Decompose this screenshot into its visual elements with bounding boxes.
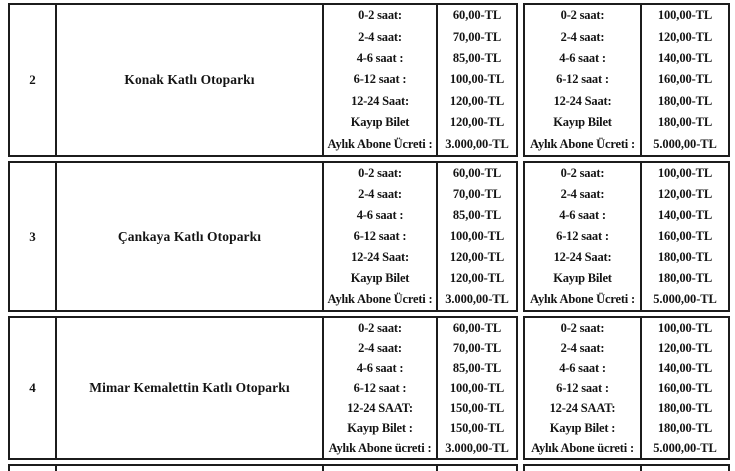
tariff-price: 180,00-TL: [640, 91, 728, 112]
tariff-price: 100,00-TL: [640, 163, 728, 184]
tariff-label: 12-24 Saat:: [553, 93, 612, 108]
otopark-name: Mimar Kemalettin Katlı Otoparkı: [89, 380, 290, 395]
otopark-name: Konak Katlı Otoparkı: [124, 72, 255, 87]
tariff-price: 160,00-TL: [640, 378, 728, 398]
tariff-label: 2-4 saat:: [358, 29, 402, 44]
tariff-price: 140,00-TL: [640, 205, 728, 226]
tariff-label: 0-2 saat:: [358, 166, 402, 180]
tariff-row: [324, 163, 516, 184]
tariff-row: [525, 418, 728, 438]
row-number-cell: [8, 3, 55, 157]
tariff-row: [324, 205, 516, 226]
tariff-row: [324, 338, 516, 358]
tariff-label: Aylık Abone Ücreti :: [327, 292, 433, 306]
tariff-row: [525, 134, 728, 155]
tariff-price: 100,00-TL: [436, 69, 516, 90]
tariff-label: 6-12 saat :: [353, 72, 407, 87]
tariff-row: [324, 418, 516, 438]
tariff-label: 0-2 saat:: [358, 8, 402, 23]
tariff-row: [324, 226, 516, 247]
tariff-label: 6-12 saat :: [556, 72, 609, 87]
tariff-label: Kayıp Bilet :: [549, 420, 616, 435]
tariff-block-right: [523, 161, 730, 312]
tariff-price: 70,00-TL: [436, 338, 516, 358]
tariff-label: 12-24 Saat:: [553, 250, 612, 264]
tariff-price: 140,00-TL: [640, 48, 728, 69]
tariff-row: [324, 378, 516, 398]
tariff-label: 12-24 SAAT:: [347, 400, 413, 415]
tariff-label: 4-6 saat :: [559, 360, 606, 375]
tariff-price: 180,00-TL: [640, 418, 728, 438]
tariff-price: 70,00-TL: [436, 26, 516, 47]
tariff-row: [525, 5, 728, 26]
tariff-row: [324, 247, 516, 268]
tariff-price: 100,00-TL: [640, 5, 728, 26]
tariff-label: 4-6 saat :: [559, 51, 606, 66]
tariff-price: 120,00-TL: [640, 184, 728, 205]
row-number-cell: [8, 464, 55, 471]
tariff-price: 60,00-TL: [436, 318, 516, 338]
tariff-row: [525, 48, 728, 69]
tariff-price: 120,00-TL: [640, 338, 728, 358]
tariff-price: 120,00-TL: [436, 247, 516, 268]
tariff-label: Aylık Abone Ücreti :: [530, 136, 635, 151]
tariff-price: 120,00-TL: [640, 26, 728, 47]
tariff-row: [324, 398, 516, 418]
tariff-row: [525, 91, 728, 112]
tariff-row: [525, 358, 728, 378]
tariff-label: 2-4 saat:: [560, 29, 605, 44]
tariff-block-right: [523, 316, 730, 460]
tariff-price: 3.000,00-TL: [436, 134, 516, 155]
tariff-price: [436, 466, 516, 471]
otopark-name-cell: [55, 316, 322, 460]
otopark-name-cell: [55, 3, 322, 157]
tariff-block-left: [322, 161, 518, 312]
tariff-price: 150,00-TL: [436, 418, 516, 438]
tariff-row: [324, 48, 516, 69]
tariff-row: [324, 134, 516, 155]
tariff-price: [640, 466, 728, 471]
tariff-label: 2-4 saat:: [560, 187, 605, 201]
tariff-row: [324, 268, 516, 289]
row-number-cell: [8, 316, 55, 460]
tariff-label: Kayıp Bilet: [553, 115, 612, 130]
tariff-price: 150,00-TL: [436, 398, 516, 418]
tariff-row: [525, 69, 728, 90]
table-row: [8, 316, 730, 460]
tariff-label: 6-12 saat :: [556, 229, 609, 243]
tariff-label: 6-12 saat :: [353, 229, 407, 243]
tariff-label: 6-12 saat :: [556, 380, 609, 395]
tariff-row: [324, 318, 516, 338]
tariff-row: [525, 205, 728, 226]
tariff-row: [525, 466, 728, 471]
tariff-price: 120,00-TL: [436, 112, 516, 133]
tariff-label: 4-6 saat :: [356, 208, 404, 222]
tariff-label: Kayıp Bilet :: [347, 420, 413, 435]
tariff-label: Aylık Abone Ücreti :: [530, 292, 635, 306]
tariff-row: [324, 91, 516, 112]
tariff-row: [324, 289, 516, 310]
tariff-block-left: [322, 3, 518, 157]
tariff-label: 2-4 saat:: [560, 340, 605, 355]
tariff-label: 2-4 saat:: [358, 187, 402, 201]
tariff-label: Kayıp Bilet: [553, 271, 612, 285]
tariff-block-left: [322, 316, 518, 460]
tariff-label: Aylık Abone ücreti :: [531, 440, 634, 455]
tariff-row: [324, 466, 516, 471]
tariff-row: [525, 163, 728, 184]
tariff-price: 5.000,00-TL: [640, 289, 728, 310]
tariff-label: 0-2 saat:: [560, 320, 605, 335]
tariff-row: [525, 268, 728, 289]
tariff-price: 120,00-TL: [436, 91, 516, 112]
row-number-cell: [8, 161, 55, 312]
tariff-price: 60,00-TL: [436, 163, 516, 184]
tariff-label: Kayıp Bilet: [350, 271, 410, 285]
tariff-price: 180,00-TL: [640, 268, 728, 289]
tariff-row: [324, 184, 516, 205]
tariff-price: 85,00-TL: [436, 48, 516, 69]
tariff-price: 100,00-TL: [436, 226, 516, 247]
tariff-label: 0-2 saat:: [560, 8, 605, 23]
row-number: 2: [29, 72, 36, 87]
tariff-price: 180,00-TL: [640, 247, 728, 268]
tariff-row: [525, 378, 728, 398]
tariff-price: 160,00-TL: [640, 69, 728, 90]
tariff-price: 100,00-TL: [436, 378, 516, 398]
tariff-price: 160,00-TL: [640, 226, 728, 247]
tariff-price: 140,00-TL: [640, 358, 728, 378]
tariff-row: [324, 438, 516, 458]
tariff-price: 180,00-TL: [640, 398, 728, 418]
tariff-price: 180,00-TL: [640, 112, 728, 133]
tariff-row: [525, 226, 728, 247]
tariff-row: [525, 184, 728, 205]
tariff-row: [525, 112, 728, 133]
tariff-price: 120,00-TL: [436, 268, 516, 289]
tariff-label: Aylık Abone ücreti :: [328, 440, 432, 455]
tariff-label: 6-12 saat :: [353, 380, 407, 395]
tariff-row: [525, 338, 728, 358]
tariff-label: 2-4 saat:: [358, 340, 402, 355]
tariff-price: 70,00-TL: [436, 184, 516, 205]
tariff-label: Kayıp Bilet: [350, 115, 410, 130]
otopark-name: Çankaya Katlı Otoparkı: [117, 228, 262, 244]
tariff-price: 3.000,00-TL: [436, 438, 516, 458]
tariff-row: [525, 318, 728, 338]
tariff-row: [324, 358, 516, 378]
row-number: 4: [29, 380, 36, 395]
tariff-label: 0-2 saat:: [358, 320, 402, 335]
tariff-label: 0-2 saat:: [560, 166, 605, 180]
table-row: [8, 3, 730, 157]
tariff-block-left: [322, 464, 518, 471]
tariff-price: 3.000,00-TL: [436, 289, 516, 310]
tariff-label: 4-6 saat :: [559, 208, 606, 222]
tariff-price: 60,00-TL: [436, 5, 516, 26]
row-number: 3: [29, 228, 36, 244]
tariff-block-right: [523, 3, 730, 157]
tariff-row: [525, 438, 728, 458]
tariff-row: [525, 289, 728, 310]
tariff-row: [525, 247, 728, 268]
tariff-label: 4-6 saat :: [356, 360, 404, 375]
tariff-label: 12-24 Saat:: [351, 93, 409, 108]
tariff-row: [324, 69, 516, 90]
tariff-price: 5.000,00-TL: [640, 438, 728, 458]
tariff-row: [525, 26, 728, 47]
tariff-row: [324, 112, 516, 133]
otopark-name-cell: [55, 161, 322, 312]
tariff-row: [525, 398, 728, 418]
table-row: [8, 161, 730, 312]
tariff-price: 85,00-TL: [436, 205, 516, 226]
tariff-block-right: [523, 464, 730, 471]
otopark-name-cell: [55, 464, 322, 471]
tariff-label: [324, 466, 436, 471]
tariff-row: [324, 26, 516, 47]
tariff-label: 12-24 SAAT:: [549, 400, 616, 415]
tariff-label: 4-6 saat :: [356, 51, 404, 66]
tariff-label: 12-24 Saat:: [351, 250, 409, 264]
tariff-price: 5.000,00-TL: [640, 134, 728, 155]
tariff-price: 85,00-TL: [436, 358, 516, 378]
tariff-label: [525, 466, 640, 471]
tariff-price: 100,00-TL: [640, 318, 728, 338]
tariff-row: [324, 5, 516, 26]
tariff-label: Aylık Abone Ücreti :: [327, 136, 433, 151]
table-row-partial: [8, 464, 730, 471]
